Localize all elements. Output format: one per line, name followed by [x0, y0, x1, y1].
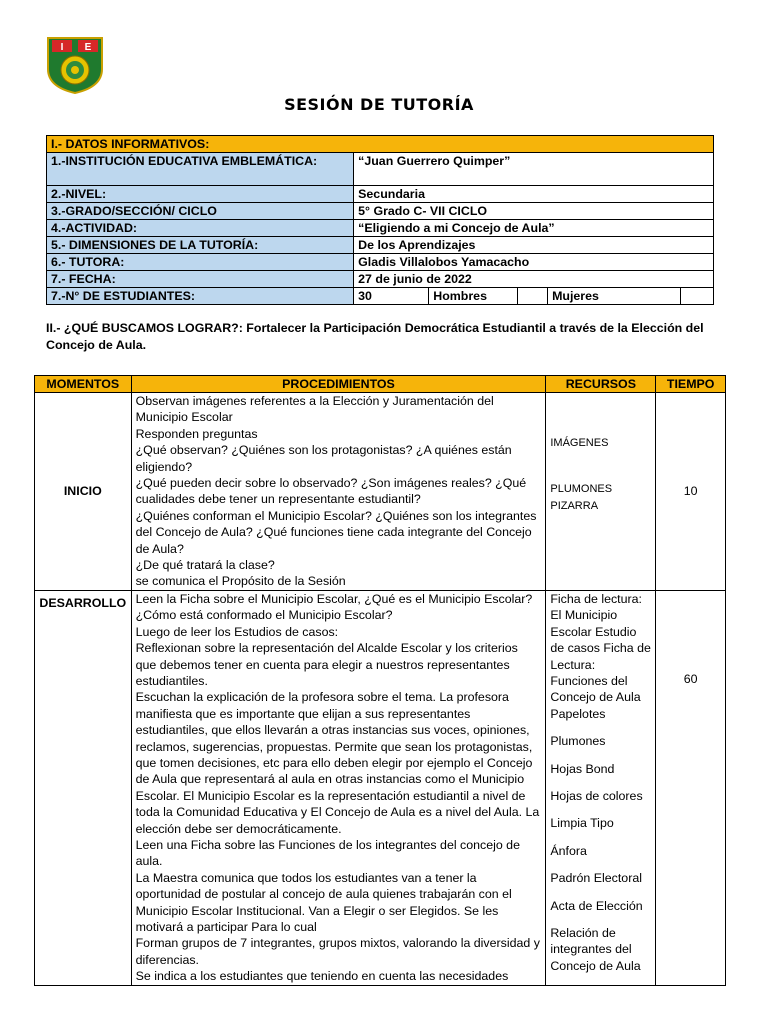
- procedure-line: Se indica a los estudiantes que teniendo en cuenta las necesidades: [135, 969, 509, 984]
- logo-letter-e: E: [84, 42, 92, 53]
- info-value: “Eligiendo a mi Concejo de Aula”: [354, 220, 714, 237]
- col-moments: MOMENTOS: [35, 376, 132, 393]
- procedure-line: Observan imágenes referentes a la Elección y Juramentación del Municipio Escolar: [135, 394, 494, 425]
- procedures-desarrollo: [131, 590, 546, 985]
- info-value: 5° Grado C- VII CICLO: [354, 203, 714, 220]
- session-goal: II.- ¿QUÉ BUSCAMOS LOGRAR?: Fortalecer la Participación Democrática Estudiantil a través de la Elección del Concejo de Aula.: [46, 321, 704, 352]
- info-table: [46, 135, 714, 305]
- info-label: 6.- TUTORA:: [47, 254, 354, 271]
- procedure-line: Leen la Ficha sobre el Municipio Escolar, ¿Qué es el Municipio Escolar? ¿Cómo está conformado el Municipio Escolar?: [135, 591, 533, 623]
- moment-desarrollo: DESARROLLO: [35, 590, 132, 985]
- resource-item: PLUMONES: [550, 483, 613, 496]
- time-inicio: 10: [656, 393, 726, 591]
- women-count: [681, 288, 714, 305]
- info-label: 2.-NIVEL:: [47, 186, 354, 203]
- procedure-line: Luego de leer los Estudios de casos:: [135, 624, 339, 639]
- procedure-line: Reflexionan sobre la representación del Alcalde Escolar y los criterios que debemos tener en cuenta para elegir a nuestros representantes estudiantiles.: [135, 641, 518, 688]
- procedure-line: Escuchan la explicación de la profesora sobre el tema. La profesora manifiesta que es importante que elijan a sus representantes estudiantiles, que ellos llevarán a otras instancias sus voces, opiniones, reclamos, sugerencias, propuestas. Permite que sean los protagonistas, que tomen decisiones, etc para ello deben elegir por ejemplo el Concejo de Aula que representará al aula en otras instancias como el Municipio Escolar. El Municipio Escolar es la representación estudiantil a nivel de toda la Comunidad Educativa y El Concejo de Aula es a nivel del Aula. La elección debe ser democráticamente.: [135, 690, 540, 836]
- col-time: TIEMPO: [656, 376, 726, 393]
- resource-item: Hojas Bond: [550, 761, 615, 776]
- procedure-line: Forman grupos de 7 integrantes, grupos mixtos, valorando la diversidad y diferencias.: [135, 936, 540, 967]
- resources-desarrollo: [546, 590, 656, 985]
- info-value: “Juan Guerrero Quimper”: [354, 153, 714, 186]
- info-label: 7.- FECHA:: [47, 271, 354, 288]
- procedure-line: La Maestra comunica que todos los estudiantes van a tener la oportunidad de postular al concejo de aula quienes trabajarán con el Municipio Escolar Institucional. Van a Elegir o ser Elegidos. Se les motivará a participar Para lo cual: [135, 870, 512, 934]
- col-procedures: PROCEDIMIENTOS: [131, 376, 546, 393]
- resource-item: Hojas de colores: [550, 788, 643, 803]
- procedure-line: se comunica el Propósito de la Sesión: [135, 574, 346, 589]
- info-value: De los Aprendizajes: [354, 237, 714, 254]
- info-value: 27 de junio de 2022: [354, 271, 714, 288]
- info-label: 3.-GRADO/SECCIÓN/ CICLO: [47, 203, 354, 220]
- info-label: 5.- DIMENSIONES DE LA TUTORÍA:: [47, 237, 354, 254]
- resource-item: Limpia Tipo: [550, 816, 614, 831]
- resource-item: Plumones: [550, 734, 606, 749]
- students-label: 7.-N° DE ESTUDIANTES:: [47, 288, 354, 305]
- table-row-inicio: [35, 393, 726, 591]
- logo-letter-i: I: [60, 42, 64, 53]
- col-resources: RECURSOS: [546, 376, 656, 393]
- women-label: Mujeres: [548, 288, 681, 305]
- time-desarrollo: 60: [656, 590, 726, 985]
- moment-inicio: INICIO: [35, 393, 132, 591]
- info-value: Secundaria: [354, 186, 714, 203]
- procedure-line: Leen una Ficha sobre las Funciones de los integrantes del concejo de aula.: [135, 837, 520, 869]
- page-title: SESIÓN DE TUTORÍA: [284, 95, 474, 114]
- men-label: Hombres: [429, 288, 518, 305]
- resource-item: Ánfora: [550, 843, 587, 858]
- resource-block: Ficha de lectura: El Municipio Escolar Estudio de casos Ficha de Lectura: Funciones del Concejo de Aula Papelotes: [550, 591, 651, 721]
- resource-item: Padrón Electoral: [550, 871, 642, 886]
- resource-item: Acta de Elección: [550, 898, 643, 913]
- table-row-desarrollo: [35, 590, 726, 985]
- men-count: [517, 288, 547, 305]
- resources-inicio: [546, 393, 656, 591]
- procedure-table: [34, 375, 726, 986]
- info-label: 1.-INSTITUCIÓN EDUCATIVA EMBLEMÁTICA:: [47, 153, 354, 186]
- procedure-line: ¿De qué tratará la clase?: [135, 558, 275, 573]
- resource-item: Relación de integrantes del Concejo de Aula: [550, 925, 641, 973]
- procedure-line: ¿Qué pueden decir sobre lo observado? ¿Son imágenes reales? ¿Qué cualidades debe tener un representante estudiantil?: [135, 476, 527, 507]
- info-label: 4.-ACTIVIDAD:: [47, 220, 354, 237]
- procedures-inicio: [131, 393, 546, 591]
- info-value: Gladis Villalobos Yamacacho: [354, 254, 714, 271]
- info-heading: I.- DATOS INFORMATIVOS:: [47, 136, 714, 153]
- resource-item: PIZARRA: [550, 499, 599, 512]
- procedure-line: ¿Qué observan? ¿Quiénes son los protagonistas? ¿A quiénes están eligiendo?: [135, 443, 512, 474]
- procedure-line: Responden preguntas: [135, 426, 258, 441]
- resource-item: IMÁGENES: [550, 437, 609, 449]
- procedure-line: ¿Quiénes conforman el Municipio Escolar? ¿Quiénes son los integrantes del Concejo de Aula? ¿Qué funciones tiene cada integrante del Concejo de Aula?: [135, 508, 537, 556]
- school-crest-logo: [45, 35, 105, 95]
- students-total: 30: [354, 288, 429, 305]
